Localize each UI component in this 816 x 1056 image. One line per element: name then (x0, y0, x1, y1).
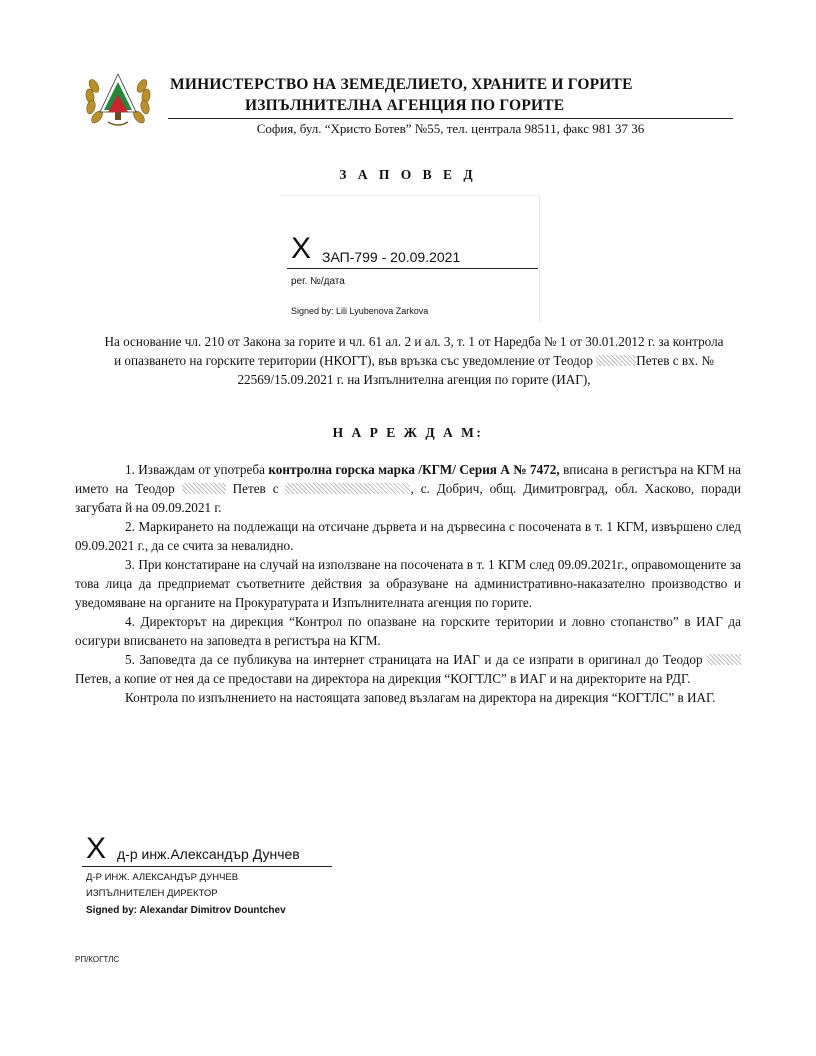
header-divider (168, 118, 733, 119)
director-signature-line (82, 866, 332, 867)
registration-signed-by: Signed by: Lili Lyubenova Zarkova (291, 306, 429, 316)
coat-of-arms-icon (82, 68, 154, 130)
registration-caption: рег. №/дата (291, 276, 345, 287)
director-sign-mark: X (86, 832, 107, 865)
order-item-3: 3. При констатиране на случай на използване на посочената в т. 1 КГМ след 09.09.2021г., оправомощените за това лица да предприемат съответните действия за образуване на административно-наказателно производство и уведомяване на органите на Прокуратурата и Изпълнителната агенция по горите. (75, 557, 741, 610)
redacted-text (596, 355, 636, 366)
order-item-2: 2. Маркирането на подлежащи на отсичане дървета и на дървесина с посочената в т. 1 КГМ, извършено след 09.09.2021 г., да се счита за невалидно. (75, 519, 741, 553)
redacted-text (182, 483, 226, 494)
agency-address: София, бул. “Христо Ботев” №55, тел. централа 98511, факс 981 37 36 (256, 121, 645, 136)
intro-text-1: На основание чл. 210 от Закона за горите и чл. 61 ал. 2 и ал. 3, т. 1 от Наредба № 1 от 30.01.2012 г. за контрола и опазването на горските територии (НКОГТ), във връзка със уведомление от Теодор (104, 334, 724, 368)
footer-reference: РП/КОГТЛС (75, 955, 120, 964)
director-signed-by: Signed by: Alexandar Dimitrov Dountchev (86, 905, 286, 916)
redacted-text (707, 654, 741, 665)
registration-sign-mark: X (291, 232, 312, 265)
order-item-1: 1. Изваждам от употреба контролна горска марка /КГМ/ Серия А № 7472, вписана в регистъра на КГМ на името на Теодор Петев с , с. Добрич, общ. Димитровград, обл. Хасково, поради загубата й на 09.09.2021 г. (75, 462, 741, 515)
order-items (75, 460, 741, 707)
order-item-5: 5. Заповедта да се публикува на интернет страницата на ИАГ и да се изпрати в оригинал до Теодор Петев, а копие от нея да се предостави на директора на дирекция “КОГТЛС” в ИАГ и на директорите на РДГ. (75, 650, 741, 688)
director-signature-name: д-р инж.Александър Дунчев (117, 846, 300, 862)
registration-number: ЗАП-799 - 20.09.2021 (322, 249, 461, 265)
redacted-text (285, 483, 410, 494)
registration-signature-line (287, 268, 538, 269)
document-title: З А П О В Е Д (339, 167, 477, 182)
order-item-4: 4. Директорът на дирекция “Контрол по опазване на горските територии и ловно стопанство” в ИАГ да осигури вписването на заповедта в регистъра на КГМ. (75, 614, 741, 648)
intro-text-2: Петев с вх. № 22569/15.09.2021 г. на Изпълнителна агенция по горите (ИАГ), (237, 353, 714, 387)
director-name: Д-Р ИНЖ. АЛЕКСАНДЪР ДУНЧЕВ (86, 872, 239, 883)
director-title: ИЗПЪЛНИТЕЛЕН ДИРЕКТОР (86, 888, 218, 899)
orders-heading: Н А Р Е Ж Д А М: (332, 425, 484, 440)
ministry-name: МИНИСТЕРСТВО НА ЗЕМЕДЕЛИЕТО, ХРАНИТЕ И ГОРИТЕ (170, 76, 633, 93)
agency-name: ИЗПЪЛНИТЕЛНА АГЕНЦИЯ ПО ГОРИТЕ (245, 97, 565, 114)
intro-paragraph (100, 332, 728, 389)
control-paragraph: Контрола по изпълнението на настоящата заповед възлагам на директора на дирекция “КОГТЛС” в ИАГ. (125, 690, 716, 705)
